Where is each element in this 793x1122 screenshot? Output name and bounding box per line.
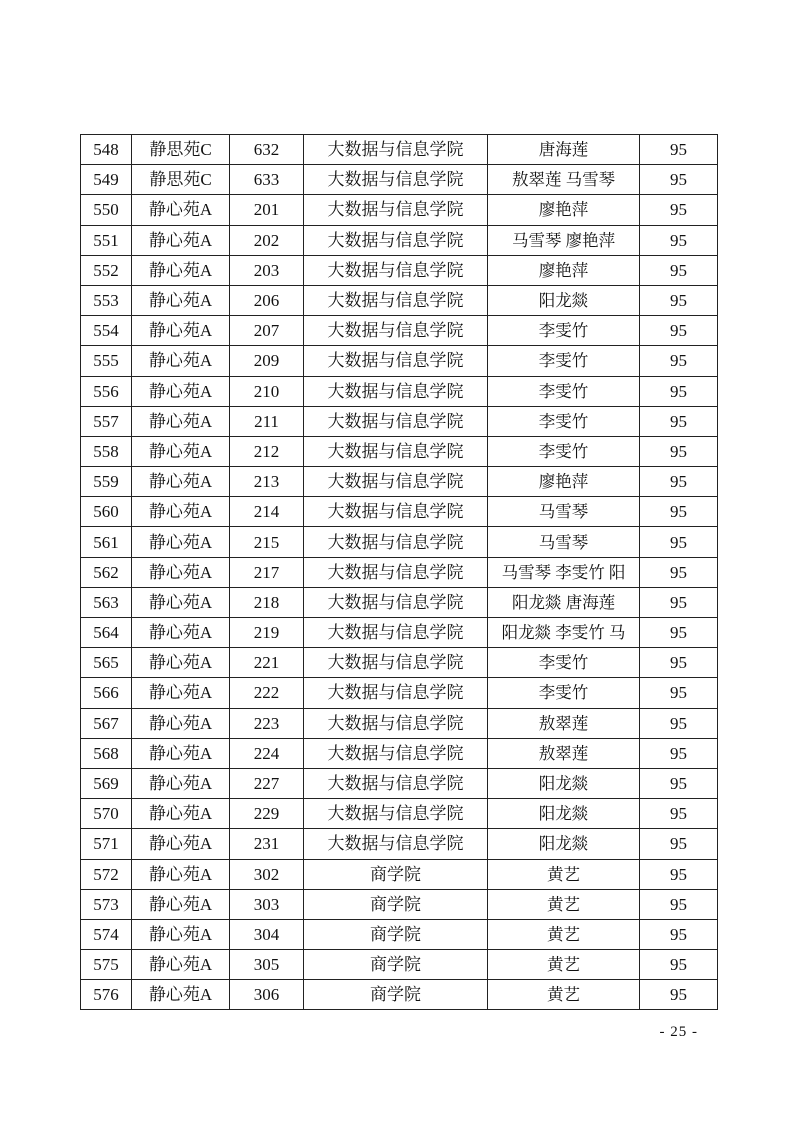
building-cell: 静心苑A (132, 799, 230, 829)
row-number-cell: 567 (81, 708, 132, 738)
row-number-cell: 569 (81, 768, 132, 798)
room-number-cell: 211 (230, 406, 304, 436)
inspector-names-cell: 廖艳萍 (488, 195, 640, 225)
table-row (81, 255, 718, 285)
score-cell: 95 (640, 346, 718, 376)
building-cell: 静心苑A (132, 436, 230, 466)
building-cell: 静心苑A (132, 255, 230, 285)
score-cell: 95 (640, 648, 718, 678)
inspector-names-cell: 敖翠莲 (488, 738, 640, 768)
table-row (81, 859, 718, 889)
college-cell: 大数据与信息学院 (304, 557, 488, 587)
table-row (81, 829, 718, 859)
row-number-cell: 564 (81, 618, 132, 648)
score-cell: 95 (640, 557, 718, 587)
college-cell: 大数据与信息学院 (304, 678, 488, 708)
building-cell: 静心苑A (132, 527, 230, 557)
inspector-names-cell: 马雪琴 李雯竹 阳 (488, 557, 640, 587)
table-row (81, 165, 718, 195)
building-cell: 静思苑C (132, 165, 230, 195)
building-cell: 静心苑A (132, 587, 230, 617)
score-cell: 95 (640, 165, 718, 195)
row-number-cell: 555 (81, 346, 132, 376)
table-row (81, 557, 718, 587)
table-row (81, 587, 718, 617)
building-cell: 静心苑A (132, 618, 230, 648)
room-number-cell: 209 (230, 346, 304, 376)
building-cell: 静心苑A (132, 316, 230, 346)
table-row (81, 648, 718, 678)
room-number-cell: 305 (230, 950, 304, 980)
table-row (81, 980, 718, 1010)
building-cell: 静心苑A (132, 768, 230, 798)
row-number-cell: 571 (81, 829, 132, 859)
room-number-cell: 223 (230, 708, 304, 738)
room-number-cell: 304 (230, 919, 304, 949)
score-cell: 95 (640, 376, 718, 406)
score-cell: 95 (640, 436, 718, 466)
college-cell: 大数据与信息学院 (304, 436, 488, 466)
building-cell: 静心苑A (132, 376, 230, 406)
table-row (81, 738, 718, 768)
college-cell: 大数据与信息学院 (304, 708, 488, 738)
room-number-cell: 201 (230, 195, 304, 225)
college-cell: 商学院 (304, 950, 488, 980)
inspector-names-cell: 阳龙燚 (488, 799, 640, 829)
inspector-names-cell: 李雯竹 (488, 678, 640, 708)
score-cell: 95 (640, 738, 718, 768)
score-cell: 95 (640, 768, 718, 798)
table-row (81, 708, 718, 738)
room-number-cell: 218 (230, 587, 304, 617)
table-row (81, 950, 718, 980)
building-cell: 静心苑A (132, 346, 230, 376)
building-cell: 静心苑A (132, 225, 230, 255)
college-cell: 大数据与信息学院 (304, 799, 488, 829)
room-number-cell: 202 (230, 225, 304, 255)
inspector-names-cell: 李雯竹 (488, 648, 640, 678)
inspector-names-cell: 黄艺 (488, 859, 640, 889)
building-cell: 静心苑A (132, 738, 230, 768)
inspector-names-cell: 阳龙燚 (488, 768, 640, 798)
score-cell: 95 (640, 618, 718, 648)
inspector-names-cell: 阳龙燚 (488, 285, 640, 315)
room-number-cell: 213 (230, 467, 304, 497)
college-cell: 商学院 (304, 980, 488, 1010)
inspector-names-cell: 阳龙燚 (488, 829, 640, 859)
building-cell: 静心苑A (132, 195, 230, 225)
room-number-cell: 203 (230, 255, 304, 285)
row-number-cell: 553 (81, 285, 132, 315)
room-number-cell: 210 (230, 376, 304, 406)
inspector-names-cell: 李雯竹 (488, 436, 640, 466)
score-cell: 95 (640, 527, 718, 557)
inspector-names-cell: 唐海莲 (488, 135, 640, 165)
row-number-cell: 549 (81, 165, 132, 195)
room-number-cell: 229 (230, 799, 304, 829)
college-cell: 大数据与信息学院 (304, 587, 488, 617)
row-number-cell: 570 (81, 799, 132, 829)
row-number-cell: 572 (81, 859, 132, 889)
row-number-cell: 556 (81, 376, 132, 406)
inspector-names-cell: 阳龙燚 李雯竹 马 (488, 618, 640, 648)
inspector-names-cell: 马雪琴 (488, 527, 640, 557)
room-number-cell: 215 (230, 527, 304, 557)
row-number-cell: 560 (81, 497, 132, 527)
row-number-cell: 551 (81, 225, 132, 255)
score-cell: 95 (640, 285, 718, 315)
inspector-names-cell: 李雯竹 (488, 316, 640, 346)
college-cell: 商学院 (304, 889, 488, 919)
row-number-cell: 576 (81, 980, 132, 1010)
row-number-cell: 562 (81, 557, 132, 587)
building-cell: 静心苑A (132, 678, 230, 708)
score-cell: 95 (640, 467, 718, 497)
building-cell: 静心苑A (132, 285, 230, 315)
building-cell: 静心苑A (132, 406, 230, 436)
college-cell: 大数据与信息学院 (304, 527, 488, 557)
table-row (81, 467, 718, 497)
table-row (81, 799, 718, 829)
building-cell: 静心苑A (132, 648, 230, 678)
score-cell: 95 (640, 406, 718, 436)
inspector-names-cell: 马雪琴 (488, 497, 640, 527)
room-number-cell: 224 (230, 738, 304, 768)
row-number-cell: 554 (81, 316, 132, 346)
college-cell: 大数据与信息学院 (304, 195, 488, 225)
college-cell: 大数据与信息学院 (304, 346, 488, 376)
inspector-names-cell: 廖艳萍 (488, 255, 640, 285)
row-number-cell: 574 (81, 919, 132, 949)
row-number-cell: 557 (81, 406, 132, 436)
inspector-names-cell: 敖翠莲 马雪琴 (488, 165, 640, 195)
score-cell: 95 (640, 678, 718, 708)
room-number-cell: 206 (230, 285, 304, 315)
row-number-cell: 563 (81, 587, 132, 617)
table-row (81, 316, 718, 346)
room-number-cell: 214 (230, 497, 304, 527)
building-cell: 静心苑A (132, 950, 230, 980)
table-body (81, 135, 718, 1010)
score-cell: 95 (640, 919, 718, 949)
table-row (81, 436, 718, 466)
row-number-cell: 573 (81, 889, 132, 919)
college-cell: 大数据与信息学院 (304, 648, 488, 678)
page-number: - 25 - (659, 1024, 698, 1040)
table-row (81, 285, 718, 315)
room-number-cell: 633 (230, 165, 304, 195)
college-cell: 大数据与信息学院 (304, 225, 488, 255)
college-cell: 大数据与信息学院 (304, 467, 488, 497)
building-cell: 静思苑C (132, 135, 230, 165)
college-cell: 大数据与信息学院 (304, 618, 488, 648)
inspector-names-cell: 黄艺 (488, 889, 640, 919)
room-number-cell: 632 (230, 135, 304, 165)
college-cell: 大数据与信息学院 (304, 768, 488, 798)
inspector-names-cell: 李雯竹 (488, 406, 640, 436)
building-cell: 静心苑A (132, 497, 230, 527)
score-cell: 95 (640, 135, 718, 165)
college-cell: 大数据与信息学院 (304, 376, 488, 406)
inspector-names-cell: 黄艺 (488, 950, 640, 980)
college-cell: 商学院 (304, 919, 488, 949)
row-number-cell: 558 (81, 436, 132, 466)
room-number-cell: 212 (230, 436, 304, 466)
room-number-cell: 303 (230, 889, 304, 919)
building-cell: 静心苑A (132, 557, 230, 587)
score-cell: 95 (640, 225, 718, 255)
building-cell: 静心苑A (132, 708, 230, 738)
inspector-names-cell: 敖翠莲 (488, 708, 640, 738)
room-number-cell: 227 (230, 768, 304, 798)
row-number-cell: 559 (81, 467, 132, 497)
college-cell: 大数据与信息学院 (304, 497, 488, 527)
table-row (81, 225, 718, 255)
table-row (81, 497, 718, 527)
inspector-names-cell: 李雯竹 (488, 346, 640, 376)
score-cell: 95 (640, 587, 718, 617)
score-cell: 95 (640, 980, 718, 1010)
table-row (81, 618, 718, 648)
inspector-names-cell: 黄艺 (488, 980, 640, 1010)
table-row (81, 406, 718, 436)
building-cell: 静心苑A (132, 980, 230, 1010)
score-cell: 95 (640, 889, 718, 919)
room-number-cell: 306 (230, 980, 304, 1010)
room-number-cell: 219 (230, 618, 304, 648)
table-row (81, 346, 718, 376)
inspector-names-cell: 黄艺 (488, 919, 640, 949)
college-cell: 大数据与信息学院 (304, 285, 488, 315)
score-cell: 95 (640, 255, 718, 285)
table-row (81, 135, 718, 165)
score-cell: 95 (640, 497, 718, 527)
row-number-cell: 568 (81, 738, 132, 768)
score-cell: 95 (640, 799, 718, 829)
row-number-cell: 566 (81, 678, 132, 708)
inspector-names-cell: 廖艳萍 (488, 467, 640, 497)
row-number-cell: 561 (81, 527, 132, 557)
building-cell: 静心苑A (132, 889, 230, 919)
college-cell: 大数据与信息学院 (304, 135, 488, 165)
room-number-cell: 222 (230, 678, 304, 708)
row-number-cell: 565 (81, 648, 132, 678)
college-cell: 大数据与信息学院 (304, 165, 488, 195)
room-number-cell: 217 (230, 557, 304, 587)
row-number-cell: 552 (81, 255, 132, 285)
score-cell: 95 (640, 195, 718, 225)
dormitory-score-table (80, 134, 718, 1010)
score-cell: 95 (640, 708, 718, 738)
score-cell: 95 (640, 829, 718, 859)
college-cell: 大数据与信息学院 (304, 406, 488, 436)
score-cell: 95 (640, 950, 718, 980)
building-cell: 静心苑A (132, 467, 230, 497)
score-cell: 95 (640, 316, 718, 346)
row-number-cell: 550 (81, 195, 132, 225)
table-row (81, 919, 718, 949)
table-row (81, 376, 718, 406)
college-cell: 大数据与信息学院 (304, 829, 488, 859)
table-row (81, 768, 718, 798)
table-row (81, 527, 718, 557)
row-number-cell: 548 (81, 135, 132, 165)
room-number-cell: 302 (230, 859, 304, 889)
row-number-cell: 575 (81, 950, 132, 980)
inspector-names-cell: 阳龙燚 唐海莲 (488, 587, 640, 617)
table-row (81, 195, 718, 225)
inspector-names-cell: 李雯竹 (488, 376, 640, 406)
room-number-cell: 207 (230, 316, 304, 346)
building-cell: 静心苑A (132, 859, 230, 889)
building-cell: 静心苑A (132, 919, 230, 949)
building-cell: 静心苑A (132, 829, 230, 859)
college-cell: 大数据与信息学院 (304, 316, 488, 346)
college-cell: 大数据与信息学院 (304, 255, 488, 285)
college-cell: 大数据与信息学院 (304, 738, 488, 768)
score-cell: 95 (640, 859, 718, 889)
room-number-cell: 231 (230, 829, 304, 859)
room-number-cell: 221 (230, 648, 304, 678)
table-row (81, 889, 718, 919)
table-row (81, 678, 718, 708)
inspector-names-cell: 马雪琴 廖艳萍 (488, 225, 640, 255)
college-cell: 商学院 (304, 859, 488, 889)
